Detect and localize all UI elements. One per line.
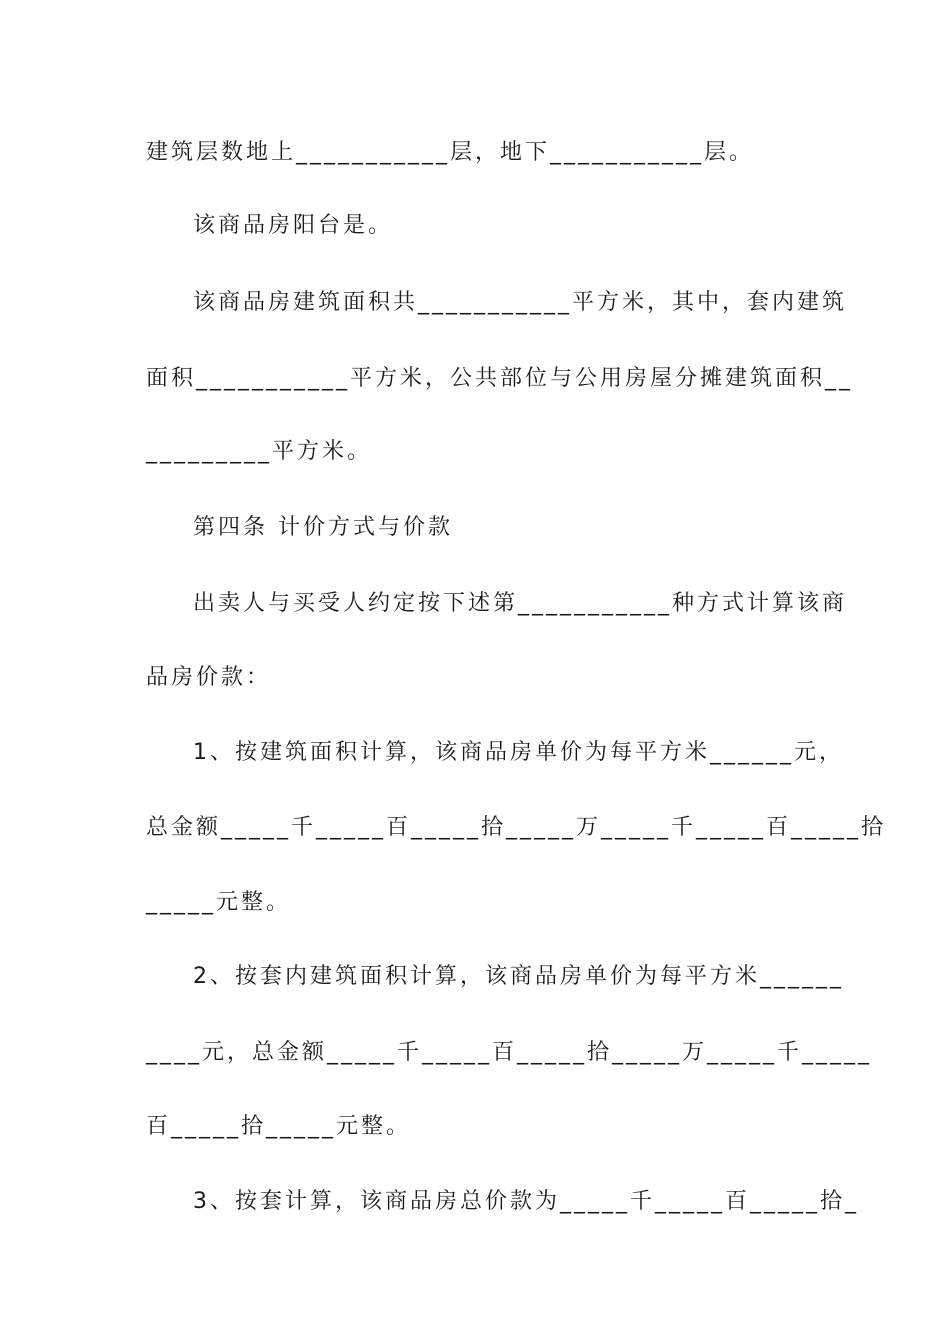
list-item-2-end: 百_____拾_____元整。 bbox=[146, 1114, 412, 1139]
list-item-1-end: _____元整。 bbox=[146, 890, 292, 915]
list-item-1: 1、按建筑面积计算，该商品房单价为每平方米______元， bbox=[193, 740, 844, 765]
text-line-area-total: 该商品房建筑面积共___________平方米，其中，套内建筑 bbox=[193, 290, 848, 315]
text-line-area-end: _________平方米。 bbox=[146, 439, 373, 464]
list-item-2-amount: ____元，总金额_____千_____百_____拾_____万_____千_____ bbox=[146, 1040, 873, 1065]
text-line-floors: 建筑层数地上___________层，地下___________层。 bbox=[146, 140, 755, 165]
list-item-3: 3、按套计算，该商品房总价款为_____千_____百_____拾_ bbox=[193, 1189, 859, 1214]
list-item-1-amount: 总金额_____千_____百_____拾_____万_____千_____百_____拾 bbox=[146, 815, 887, 840]
text-line-method-end: 品房价款： bbox=[146, 665, 272, 690]
text-line-method: 出卖人与买受人约定按下述第___________种方式计算该商 bbox=[193, 591, 848, 616]
text-line-area-detail: 面积___________平方米，公共部位与公用房屋分摊建筑面积__ bbox=[146, 366, 854, 391]
section-heading-article-four: 第四条 计价方式与价款 bbox=[193, 515, 453, 540]
text-line-balcony: 该商品房阳台是。 bbox=[193, 213, 394, 238]
list-item-2: 2、按套内建筑面积计算，该商品房单价为每平方米______ bbox=[193, 964, 844, 989]
